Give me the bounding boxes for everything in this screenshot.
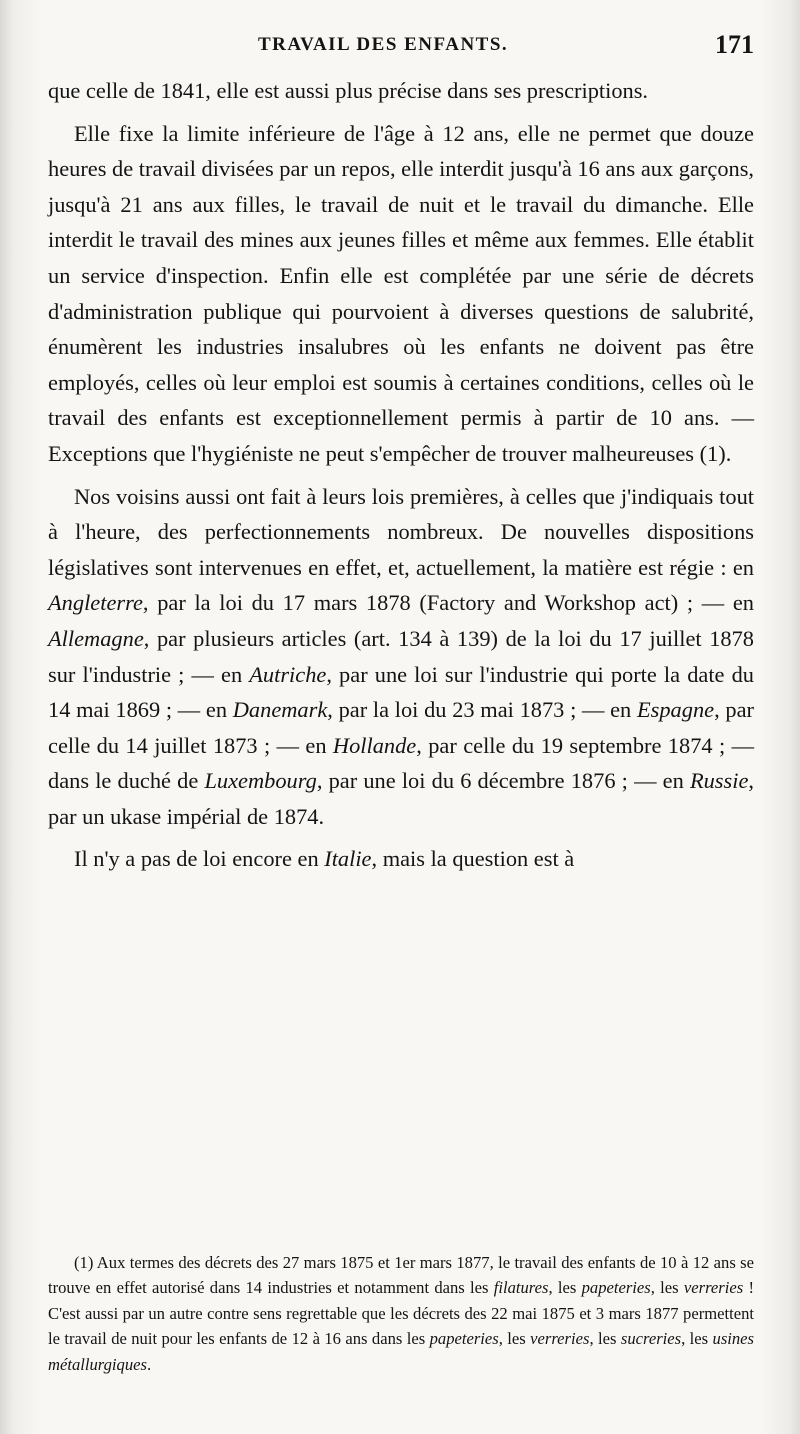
text-segment: , par une loi du 6 décembre 1876 ; — en bbox=[316, 768, 690, 794]
footnote bbox=[48, 1250, 754, 1377]
paragraph-1: que celle de 1841, elle est aussi plus précise dans ses prescriptions. bbox=[48, 78, 649, 103]
industry-papeteries: papeteries bbox=[581, 1278, 651, 1298]
text-segment: (1) Aux termes des décrets des 27 mars 1875 et 1er mars 1877, le travail des enfants de 10 à 12 ans se trouve en effet autorisé dans 14 industries et notamment dans les bbox=[48, 1253, 754, 1298]
country-italie: Italie bbox=[324, 846, 372, 872]
text-segment: , les bbox=[589, 1329, 621, 1349]
industry-papeteries-2: papeteries bbox=[429, 1329, 499, 1349]
text-segment: ! C'est aussi par un autre contre sens regrettable que les décrets des 22 mai 1875 et 3 mars 1877 permettent le travail de nuit pour les enfants de 12 à 16 ans dans les bbox=[48, 1278, 754, 1349]
country-hollande: Hollande bbox=[332, 732, 417, 758]
text-segment: , par celle du 19 septembre 1874 ; — dans le duché de bbox=[48, 732, 754, 794]
text-segment: , par celle du 14 juillet 1873 ; — en bbox=[48, 697, 754, 758]
country-danemark: Danemark bbox=[232, 697, 328, 723]
country-russie: Russie bbox=[689, 768, 749, 794]
text-segment: , les bbox=[650, 1278, 684, 1298]
country-allemagne: Allemagne bbox=[48, 625, 144, 651]
running-title: TRAVAIL DES ENFANTS. bbox=[258, 34, 509, 55]
text-segment: , par plusieurs articles (art. 134 à 139) de la loi du 17 juillet 1878 sur l'industrie ; — en bbox=[48, 625, 754, 687]
text-segment: , les bbox=[498, 1329, 531, 1349]
industry-filatures: filatures bbox=[493, 1278, 549, 1298]
text-segment: . bbox=[146, 1354, 152, 1374]
text-segment: , par la loi du 17 mars 1878 (Factory and Workshop act) ; — en bbox=[142, 590, 754, 616]
paragraph-4 bbox=[48, 841, 754, 877]
paragraph-4-intro: Il n'y a pas de loi encore en bbox=[74, 846, 325, 872]
paragraph-2: Elle fixe la limite inférieure de l'âge à 12 ans, elle ne permet que douze heures de travail divisées par un repos, elle interdit jusqu'à 16 ans aux garçons, jusqu'à 21 ans aux filles, le travail de nuit et le travail du dimanche. Elle interdit le travail des mines aux jeunes filles et même aux femmes. Elle établit un service d'inspection. Enfin elle est complétée par une série de décrets d'administration publique qui pourvoient à diverses questions de salubrité, énumèrent les industries insalubres où les enfants ne doivent pas être employés, celles où leur emploi est soumis à certaines conditions, celles où le travail des enfants est exceptionnellement permis à partir de 10 ans. — Exceptions que l'hygiéniste ne peut s'empêcher de trouver malheureuses (1). bbox=[48, 120, 755, 466]
industry-verreries: verreries bbox=[683, 1278, 744, 1298]
industry-usines: usines métallurgiques bbox=[48, 1329, 754, 1374]
text-segment: , mais la question est à bbox=[371, 846, 575, 872]
country-autriche: Autriche bbox=[249, 661, 327, 687]
page-header bbox=[48, 30, 754, 68]
paragraph-3 bbox=[48, 479, 754, 835]
text-segment: , par un ukase impérial de 1874. bbox=[48, 768, 755, 829]
text-segment: , par une loi sur l'industrie qui porte la date du 14 mai 1869 ; — en bbox=[48, 661, 754, 723]
page-number: 171 bbox=[715, 30, 754, 59]
text-segment: , par la loi du 23 mai 1873 ; — en bbox=[327, 697, 637, 723]
text-segment: , les bbox=[548, 1278, 582, 1298]
country-espagne: Espagne bbox=[636, 697, 715, 723]
country-angleterre: Angleterre bbox=[48, 590, 143, 616]
country-luxembourg: Luxembourg bbox=[204, 768, 317, 794]
text-segment: , les bbox=[681, 1329, 713, 1349]
industry-sucreries: sucreries bbox=[620, 1329, 682, 1349]
paragraph-3-intro: Nos voisins aussi ont fait à leurs lois premières, à celles que j'indiquais tout à l'heure, des perfectionnements nombreux. De nouvelles dispositions législatives sont intervenues en effet, et, actuellement, la matière est régie : en bbox=[48, 483, 754, 580]
footnote-text bbox=[48, 1250, 754, 1377]
body-text bbox=[48, 73, 754, 884]
industry-verreries-2: verreries bbox=[530, 1329, 590, 1349]
